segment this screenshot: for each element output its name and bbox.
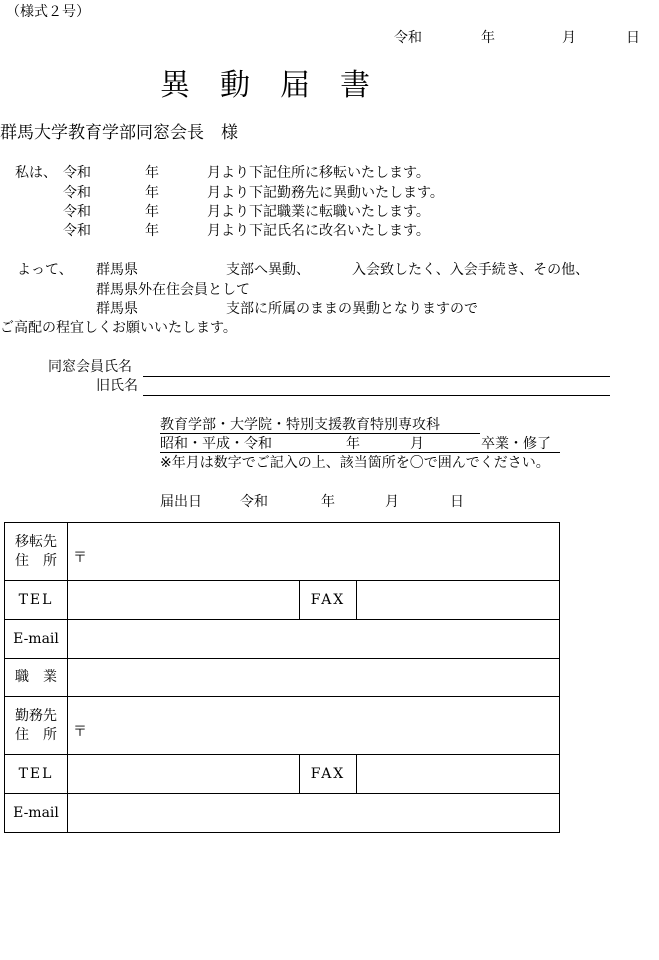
graduation-eras: 昭和・平成・令和 [160, 436, 272, 452]
tel-field[interactable] [68, 581, 300, 620]
submission-year: 年 [321, 494, 335, 510]
submission-month: 月 [385, 494, 399, 510]
occupation-label: 職 業 [5, 659, 68, 697]
member-name-line[interactable] [143, 376, 610, 377]
work-email-field[interactable] [68, 794, 560, 833]
move-address-label: 移転先 住 所 [5, 523, 68, 581]
branch-prefecture: 群馬県 [96, 262, 138, 278]
work-address-label: 勤務先 住 所 [5, 697, 68, 755]
reason-text: 月より下記氏名に改名いたします。 [207, 223, 430, 239]
submission-day: 日 [450, 494, 464, 510]
work-fax-field[interactable] [357, 755, 560, 794]
former-name-line[interactable] [143, 395, 610, 396]
document-title: 異 動 届 書 [160, 68, 370, 103]
member-info-table [4, 522, 560, 833]
postal-mark: 〒 [73, 723, 87, 740]
table-row [5, 523, 560, 581]
submission-label: 届出日 [160, 494, 202, 510]
reason-text: 月より下記職業に転職いたします。 [207, 204, 430, 220]
member-name-label: 同窓会員氏名 [48, 359, 132, 375]
date-month: 月 [562, 30, 576, 46]
branch-closing: ご高配の程宜しくお願いいたします。 [0, 320, 237, 336]
work-tel-field[interactable] [68, 755, 300, 794]
work-tel-label: TEL [5, 755, 68, 794]
addressee: 群馬大学教育学部同窓会長 様 [0, 123, 238, 143]
graduation-month: 月 [410, 436, 424, 452]
reason-year: 年 [145, 223, 159, 239]
reason-year: 年 [145, 204, 159, 220]
branch-prefecture: 群馬県 [96, 301, 138, 317]
reason-text: 月より下記住所に移転いたします。 [207, 165, 430, 181]
occupation-field[interactable] [68, 659, 560, 697]
reason-year: 年 [145, 185, 159, 201]
email-field[interactable] [68, 620, 560, 659]
table-row [5, 620, 560, 659]
reason-prefix: 私は、 [15, 165, 57, 181]
fax-field[interactable] [357, 581, 560, 620]
date-day: 日 [626, 30, 640, 46]
table-row [5, 697, 560, 755]
work-email-label: E-mail [5, 794, 68, 833]
date-era: 令和 [394, 30, 422, 46]
faculty-underline [160, 433, 480, 434]
table-row [5, 659, 560, 697]
date-year: 年 [481, 30, 495, 46]
graduation-status: 卒業・修了 [481, 436, 551, 452]
branch-remain-text: 支部に所属のままの異動となりますので [226, 301, 478, 317]
former-name-label: 旧氏名 [96, 378, 138, 394]
branch-join-text: 入会致したく、入会手続き、その他、 [352, 262, 590, 278]
branch-move-text: 支部へ異動、 [226, 262, 310, 278]
graduation-year: 年 [346, 436, 360, 452]
postal-mark: 〒 [73, 549, 87, 566]
branch-lead: よって、 [17, 262, 73, 278]
table-row [5, 794, 560, 833]
reason-era: 令和 [63, 185, 91, 201]
graduation-underline [160, 452, 560, 453]
reason-era: 令和 [63, 223, 91, 239]
work-fax-label: FAX [300, 755, 357, 794]
tel-label: TEL [5, 581, 68, 620]
email-label: E-mail [5, 620, 68, 659]
move-address-field[interactable] [68, 523, 560, 581]
reason-era: 令和 [63, 165, 91, 181]
work-address-field[interactable] [68, 697, 560, 755]
reason-year: 年 [145, 165, 159, 181]
graduation-faculty: 教育学部・大学院・特別支援教育特別専攻科 [160, 417, 440, 433]
form-number: （様式２号） [6, 4, 90, 20]
fax-label: FAX [300, 581, 357, 620]
table-row [5, 755, 560, 794]
graduation-note: ※年月は数字でご記入の上、該当箇所を〇で囲んでください。 [160, 455, 550, 471]
submission-era: 令和 [240, 494, 268, 510]
reason-era: 令和 [63, 204, 91, 220]
table-row [5, 581, 560, 620]
reason-text: 月より下記勤務先に異動いたします。 [207, 185, 444, 201]
branch-outside-member: 群馬県外在住会員として [96, 282, 250, 298]
